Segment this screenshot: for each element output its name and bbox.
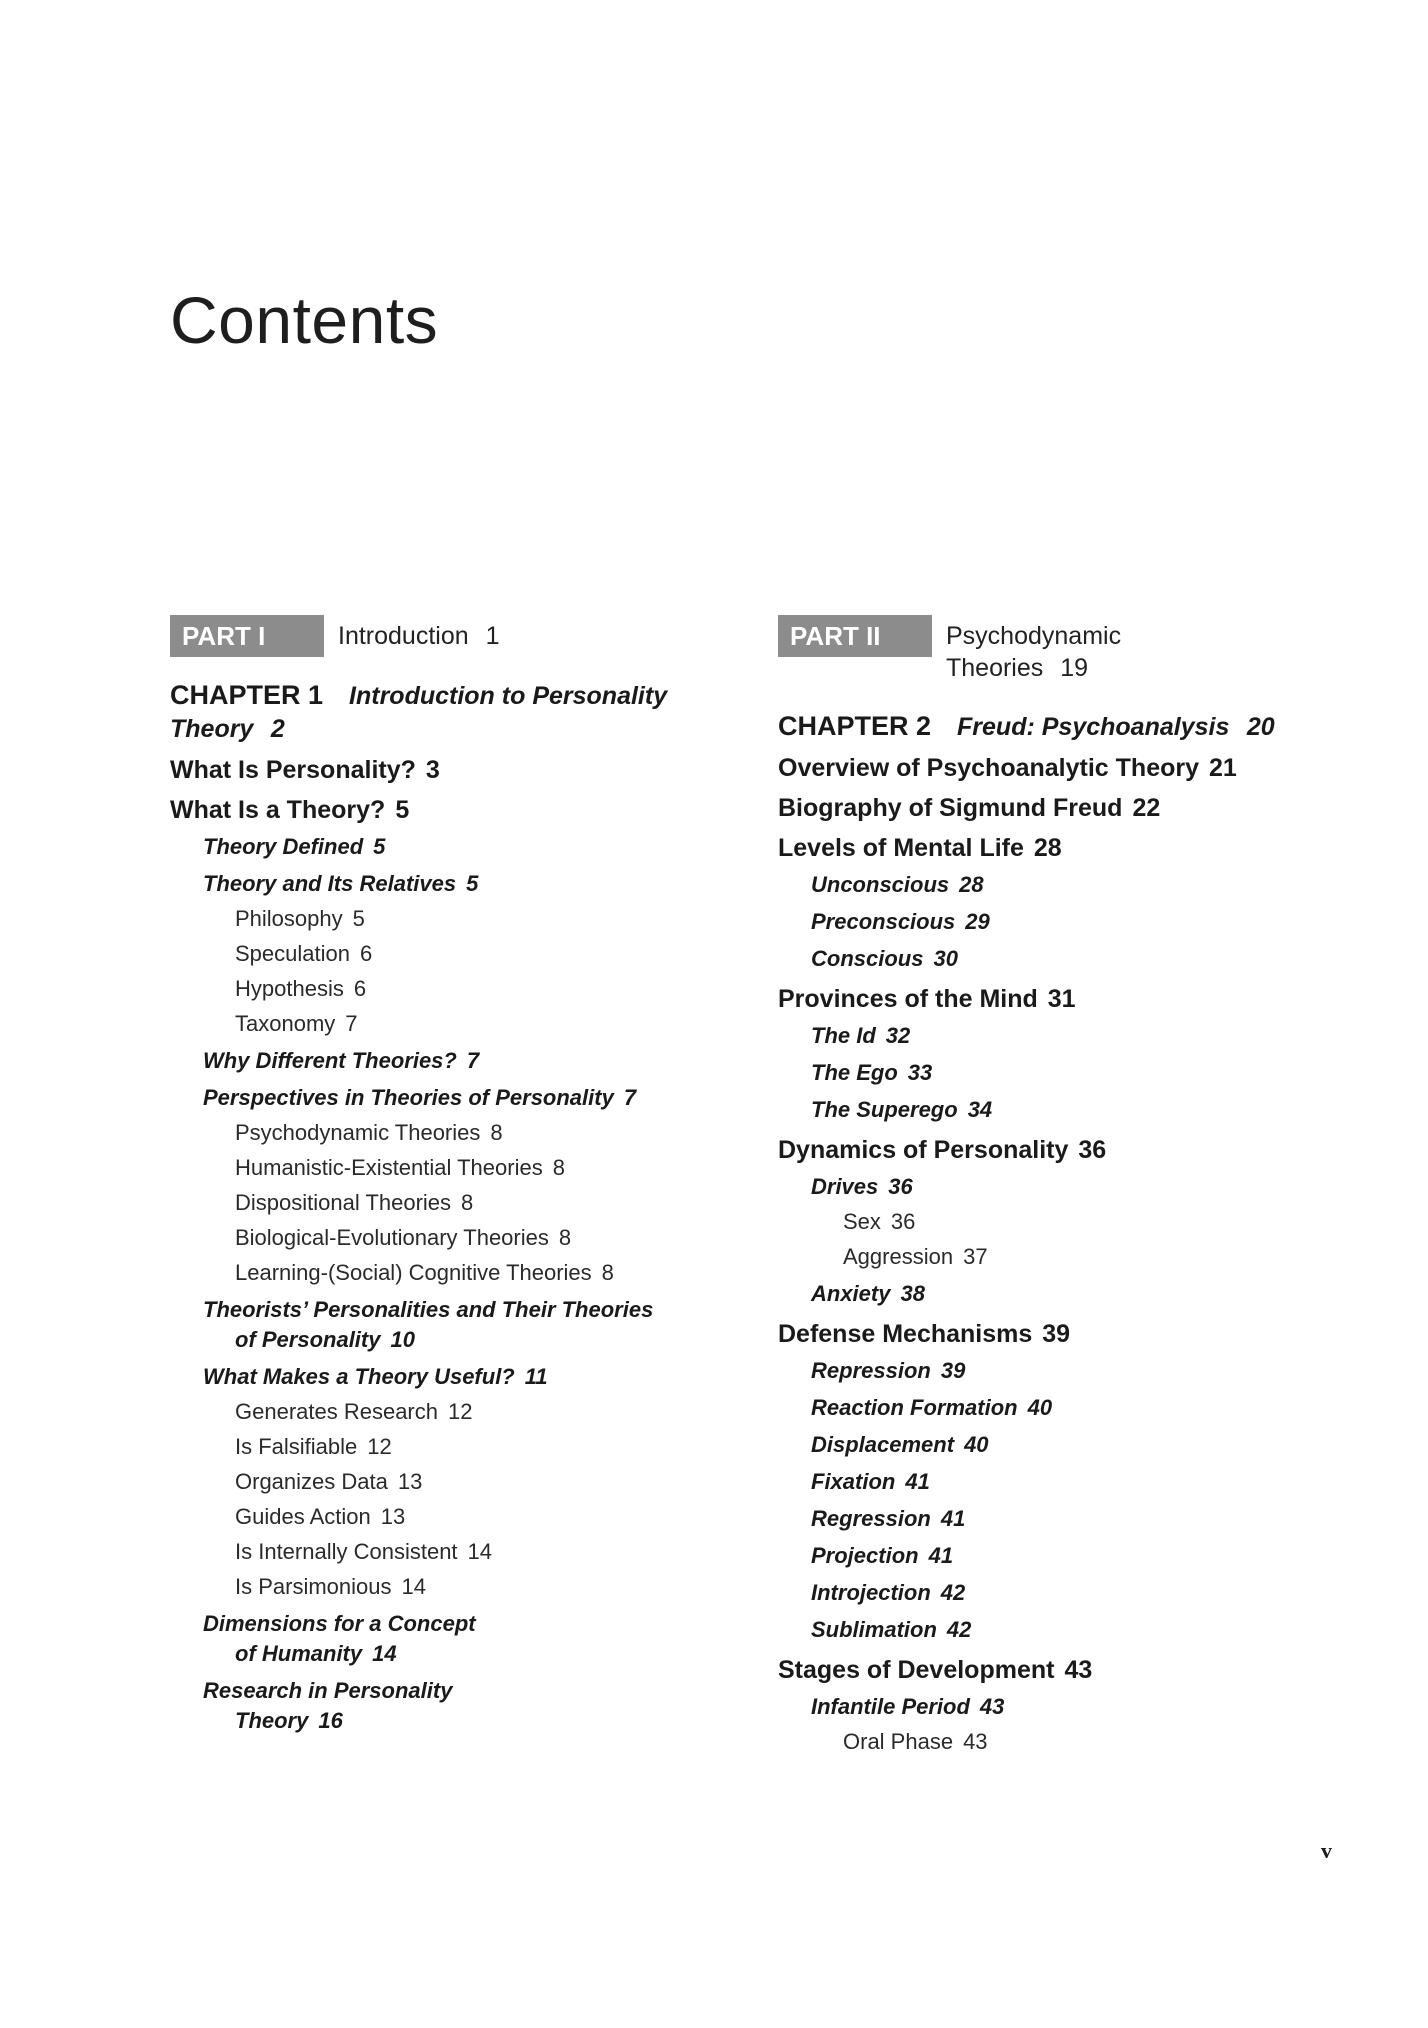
toc-entry-level-3: [170, 939, 730, 969]
toc-entry-level-2: [170, 832, 730, 862]
toc-entry-level-3: [170, 1572, 730, 1602]
entry-title: Theory Defined: [203, 834, 364, 859]
toc-entry-level-2: [778, 1172, 1338, 1202]
toc-entries: [170, 755, 730, 1736]
toc-entry-level-2: [778, 1279, 1338, 1309]
entry-page: 7: [466, 1048, 480, 1073]
chapter-heading: [778, 710, 1338, 743]
entry-title: Dynamics of Personality: [778, 1136, 1069, 1164]
toc-entry-level-1: [778, 1319, 1338, 1349]
chapter-title: Freud: Psychoanalysis: [957, 713, 1230, 741]
toc-entry-level-3: [170, 1009, 730, 1039]
toc-entry-level-3: [170, 1188, 730, 1218]
entry-title: Perspectives in Theories of Personality: [203, 1085, 614, 1110]
chapter-page: 2: [270, 715, 285, 743]
toc-entry-level-2: [778, 1058, 1338, 1088]
entry-page: 5: [373, 834, 386, 859]
entry-page: 12: [448, 1399, 473, 1424]
entry-title: Learning-(Social) Cognitive Theories: [235, 1260, 592, 1285]
entry-title: Anxiety: [811, 1281, 891, 1306]
entry-page: 42: [940, 1580, 966, 1605]
entry-page: 41: [940, 1506, 966, 1531]
toc-entry-level-1: [778, 753, 1338, 783]
toc-entry-level-2: [778, 1615, 1338, 1645]
toc-entry-level-2: [778, 1692, 1338, 1722]
entry-page: 39: [940, 1358, 966, 1383]
entry-title-continued: [203, 1639, 730, 1669]
part-title-text: Introduction: [338, 622, 469, 650]
toc-entry-level-3: [170, 1258, 730, 1288]
entry-title: Speculation: [235, 941, 350, 966]
entry-title: Is Falsifiable: [235, 1434, 358, 1459]
toc-entry-level-2: [778, 870, 1338, 900]
toc-entry-level-3: [170, 1537, 730, 1567]
entry-page: 8: [601, 1260, 614, 1285]
toc-entry-level-2: [778, 1578, 1338, 1608]
entry-title: Hypothesis: [235, 976, 344, 1001]
entry-page: 42: [946, 1617, 972, 1642]
toc-entry-level-3: [170, 1223, 730, 1253]
entry-title: Introjection: [811, 1580, 931, 1605]
toc-entry-level-2: [170, 1083, 730, 1113]
entry-title: Drives: [811, 1174, 879, 1199]
entry-title: Provinces of the Mind: [778, 985, 1038, 1013]
entry-page: 21: [1209, 754, 1237, 782]
toc-entry-level-2: [778, 907, 1338, 937]
toc-column-right: [778, 615, 1338, 1757]
entry-title: Reaction Formation: [811, 1395, 1018, 1420]
entry-title: Taxonomy: [235, 1011, 336, 1036]
entry-page: 22: [1132, 794, 1161, 822]
part-page: 1: [485, 622, 500, 650]
entry-title: Research in Personality: [203, 1678, 453, 1703]
entry-page: 14: [401, 1574, 426, 1599]
entry-page: 41: [928, 1543, 954, 1568]
toc-entry-level-1: [778, 984, 1338, 1014]
entry-title: Projection: [811, 1543, 919, 1568]
toc-entry-level-2: [778, 944, 1338, 974]
entry-title: The Ego: [811, 1060, 898, 1085]
toc-entry-level-3: [170, 1467, 730, 1497]
entry-page: 34: [967, 1097, 993, 1122]
entry-page: 8: [461, 1190, 474, 1215]
toc-entry-level-3: [170, 1502, 730, 1532]
entry-title: Fixation: [811, 1469, 896, 1494]
entry-page: 13: [397, 1469, 423, 1494]
entry-title: Guides Action: [235, 1504, 371, 1529]
entry-page: 41: [905, 1469, 930, 1494]
entry-title: Preconscious: [811, 909, 956, 934]
toc-entry-level-3: [170, 1118, 730, 1148]
toc-entry-level-1: [778, 1655, 1338, 1685]
entry-title: Repression: [811, 1358, 931, 1383]
toc-entry-level-3: [170, 974, 730, 1004]
entry-title: Theorists’ Personalities and Their Theories: [203, 1297, 654, 1322]
page-title: Contents: [170, 283, 439, 357]
part-badge: PART I: [170, 615, 324, 657]
toc-entry-level-1: [778, 833, 1338, 863]
chapter-number: CHAPTER 2: [778, 711, 932, 741]
entry-title-continued-text: of Humanity: [235, 1641, 363, 1666]
entry-page: 36: [890, 1209, 916, 1234]
entry-title: Conscious: [811, 946, 924, 971]
entry-title: Unconscious: [811, 872, 950, 897]
entry-page: 5: [466, 871, 479, 896]
chapter-page: 20: [1246, 713, 1275, 741]
part-page: 19: [1060, 654, 1089, 682]
toc-entry-level-2: [778, 1393, 1338, 1423]
entry-page: 40: [1027, 1395, 1053, 1420]
entry-page: 31: [1047, 985, 1076, 1013]
toc-entry-level-1: [170, 795, 730, 825]
toc-entry-level-2: [778, 1021, 1338, 1051]
toc-entry-level-2: [170, 1609, 730, 1669]
toc-entry-level-2: [170, 869, 730, 899]
entry-title: Why Different Theories?: [203, 1048, 457, 1073]
entry-page: 38: [900, 1281, 925, 1306]
toc-entry-level-2: [778, 1095, 1338, 1125]
entry-page: 7: [345, 1011, 358, 1036]
part-heading: [778, 615, 1338, 684]
entry-title: Biography of Sigmund Freud: [778, 794, 1123, 822]
part-title: [946, 620, 1166, 684]
entry-title: Regression: [811, 1506, 931, 1531]
toc-entry-level-1: [170, 755, 730, 785]
entry-title: The Id: [811, 1023, 876, 1048]
entry-title: Defense Mechanisms: [778, 1320, 1033, 1348]
toc-entry-level-3: [170, 904, 730, 934]
entry-title: Psychodynamic Theories: [235, 1120, 481, 1145]
entry-page: 14: [372, 1641, 397, 1666]
part-title: [338, 620, 558, 652]
entry-page: 13: [380, 1504, 406, 1529]
toc-entry-level-2: [170, 1676, 730, 1736]
entry-page: 8: [558, 1225, 572, 1250]
entry-title: What Is Personality?: [170, 756, 416, 784]
entry-title: What Is a Theory?: [170, 796, 386, 824]
toc-entry-level-3: [778, 1727, 1338, 1757]
entry-title: Infantile Period: [811, 1694, 970, 1719]
toc-entry-level-3: [170, 1432, 730, 1462]
entry-page: 32: [885, 1023, 911, 1048]
entry-page: 28: [959, 872, 984, 897]
entry-page: 14: [467, 1539, 493, 1564]
entry-title: Oral Phase: [843, 1729, 954, 1754]
entry-title: Aggression: [843, 1244, 954, 1269]
entry-title: Sublimation: [811, 1617, 937, 1642]
entry-title: Is Parsimonious: [235, 1574, 392, 1599]
entry-title: Levels of Mental Life: [778, 834, 1024, 862]
entry-page: 36: [1078, 1136, 1107, 1164]
entry-title-continued: [203, 1325, 730, 1355]
entry-page: 16: [318, 1708, 343, 1733]
entry-title: Humanistic-Existential Theories: [235, 1155, 543, 1180]
toc-entry-level-2: [778, 1504, 1338, 1534]
toc-entry-level-3: [778, 1207, 1338, 1237]
entry-page: 6: [359, 941, 373, 966]
toc-column-left: [170, 615, 730, 1736]
entry-title: Dispositional Theories: [235, 1190, 452, 1215]
entry-title: Dimensions for a Concept: [203, 1611, 476, 1636]
entry-page: 8: [490, 1120, 503, 1145]
chapter-number: CHAPTER 1: [170, 680, 324, 710]
entry-page: 30: [933, 946, 958, 971]
entry-title: Stages of Development: [778, 1656, 1055, 1684]
entry-page: 8: [552, 1155, 565, 1180]
toc-entry-level-3: [778, 1242, 1338, 1272]
entry-page: 33: [907, 1060, 933, 1085]
entry-title: Sex: [843, 1209, 881, 1234]
entry-title: Is Internally Consistent: [235, 1539, 458, 1564]
entry-title: Overview of Psychoanalytic Theory: [778, 754, 1199, 782]
toc-entry-level-2: [778, 1430, 1338, 1460]
entry-page: 28: [1033, 834, 1062, 862]
entry-page: 12: [367, 1434, 392, 1459]
entry-title-continued-text: of Personality: [235, 1327, 381, 1352]
entry-page: 36: [888, 1174, 913, 1199]
toc-entry-level-1: [778, 793, 1338, 823]
toc-entry-level-2: [170, 1295, 730, 1355]
page-number: v: [1321, 1838, 1332, 1863]
entry-title: Theory and Its Relatives: [203, 871, 457, 896]
toc-entry-level-2: [778, 1356, 1338, 1386]
entry-page: 43: [963, 1729, 988, 1754]
toc-entry-level-2: [778, 1541, 1338, 1571]
entry-page: 29: [965, 909, 990, 934]
entry-title: Philosophy: [235, 906, 343, 931]
part-title-text: Psychodynamic Theories: [946, 622, 1122, 682]
entry-title: Displacement: [811, 1432, 955, 1457]
entry-page: 43: [979, 1694, 1005, 1719]
toc-entry-level-2: [170, 1046, 730, 1076]
chapter-heading: [170, 679, 730, 745]
chapter-title: Introduction to Personality: [349, 682, 668, 710]
entry-page: 10: [390, 1327, 415, 1352]
entry-page: 7: [623, 1085, 637, 1110]
entry-page: 39: [1042, 1320, 1071, 1348]
entry-title: The Superego: [811, 1097, 958, 1122]
entry-title: Biological-Evolutionary Theories: [235, 1225, 549, 1250]
entry-title-continued-text: Theory: [235, 1708, 309, 1733]
toc-entry-level-3: [170, 1153, 730, 1183]
entry-page: 5: [395, 796, 410, 824]
entry-title: What Makes a Theory Useful?: [203, 1364, 515, 1389]
chapter-title-continued: Theory: [170, 715, 254, 743]
entry-title: Organizes Data: [235, 1469, 388, 1494]
entry-page: 11: [524, 1364, 548, 1389]
toc-entry-level-2: [170, 1362, 730, 1392]
entry-page: 40: [964, 1432, 989, 1457]
part-heading: [170, 615, 730, 657]
toc-entry-level-1: [778, 1135, 1338, 1165]
entry-title: Generates Research: [235, 1399, 438, 1424]
entry-title-continued: [203, 1706, 730, 1736]
entry-page: 5: [352, 906, 365, 931]
part-badge: PART II: [778, 615, 932, 657]
entry-page: 43: [1064, 1656, 1093, 1684]
toc-entry-level-3: [170, 1397, 730, 1427]
entry-page: 3: [425, 756, 440, 784]
entry-page: 37: [963, 1244, 988, 1269]
toc-entry-level-2: [778, 1467, 1338, 1497]
entry-page: 6: [353, 976, 367, 1001]
toc-entries: [778, 753, 1338, 1757]
